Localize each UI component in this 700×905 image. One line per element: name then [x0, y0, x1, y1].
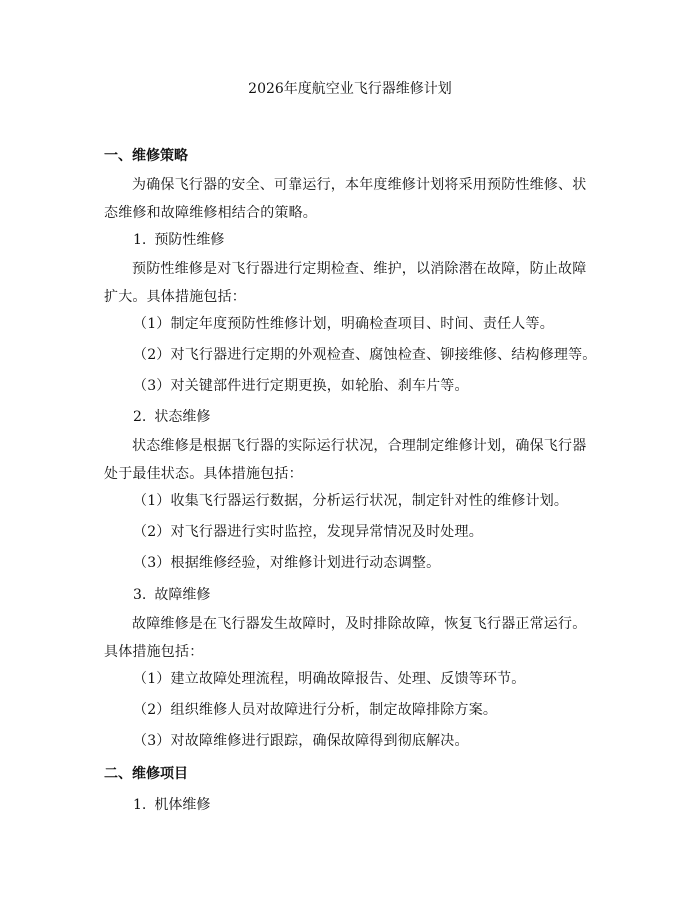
- list-item: （2）组织维修人员对故障进行分析，制定故障排除方案。: [133, 702, 498, 718]
- subsection-number: 1.: [133, 232, 147, 248]
- subsection-preventive: [133, 230, 224, 250]
- condition-description: 状态维修是根据飞行器的实际运行状况，合理制定维修计划，确保飞行器处于最佳状态。具体措施包括：: [104, 438, 587, 482]
- list-item: （2）对飞行器进行定期的外观检查、腐蚀检查、铆接维修、结构修理等。: [133, 347, 597, 363]
- subsection-title: 机体维修: [154, 797, 211, 813]
- document-title: 2026年度航空业飞行器维修计划: [248, 81, 452, 97]
- subsection-airframe: [133, 795, 210, 815]
- list-item: （1）收集飞行器运行数据，分析运行状况，制定针对性的维修计划。: [133, 493, 569, 509]
- subsection-title: 预防性维修: [154, 232, 225, 248]
- preventive-description: 预防性维修是对飞行器进行定期检查、维护，以消除潜在故障，防止故障扩大。具体措施包括：: [104, 261, 587, 305]
- list-item: （3）对故障维修进行跟踪，确保故障得到彻底解决。: [133, 733, 469, 749]
- subsection-title: 故障维修: [154, 587, 211, 603]
- list-item: （3）对关键部件进行定期更换，如轮胎、刹车片等。: [133, 378, 469, 394]
- list-item: （2）对飞行器进行实时监控，发现异常情况及时处理。: [133, 524, 483, 540]
- section-heading-items: 二、维修项目: [104, 766, 188, 782]
- list-item: （3）根据维修经验，对维修计划进行动态调整。: [133, 555, 441, 571]
- subsection-fault: [133, 585, 210, 605]
- list-item: （1）建立故障处理流程，明确故障报告、处理、反馈等环节。: [133, 671, 526, 687]
- fault-description: 故障维修是在飞行器发生故障时，及时排除故障，恢复飞行器正常运行。具体措施包括：: [104, 616, 587, 660]
- strategy-intro-paragraph: 为确保飞行器的安全、可靠运行，本年度维修计划将采用预防性维修、状态维修和故障维修相结合的策略。: [104, 177, 587, 221]
- section-heading-strategy: 一、维修策略: [104, 148, 188, 164]
- subsection-number: 2.: [133, 409, 147, 425]
- subsection-title: 状态维修: [154, 409, 211, 425]
- subsection-number: 3.: [133, 587, 147, 603]
- subsection-number: 1.: [133, 797, 147, 813]
- list-item: （1）制定年度预防性维修计划，明确检查项目、时间、责任人等。: [133, 316, 554, 332]
- subsection-condition: [133, 407, 210, 427]
